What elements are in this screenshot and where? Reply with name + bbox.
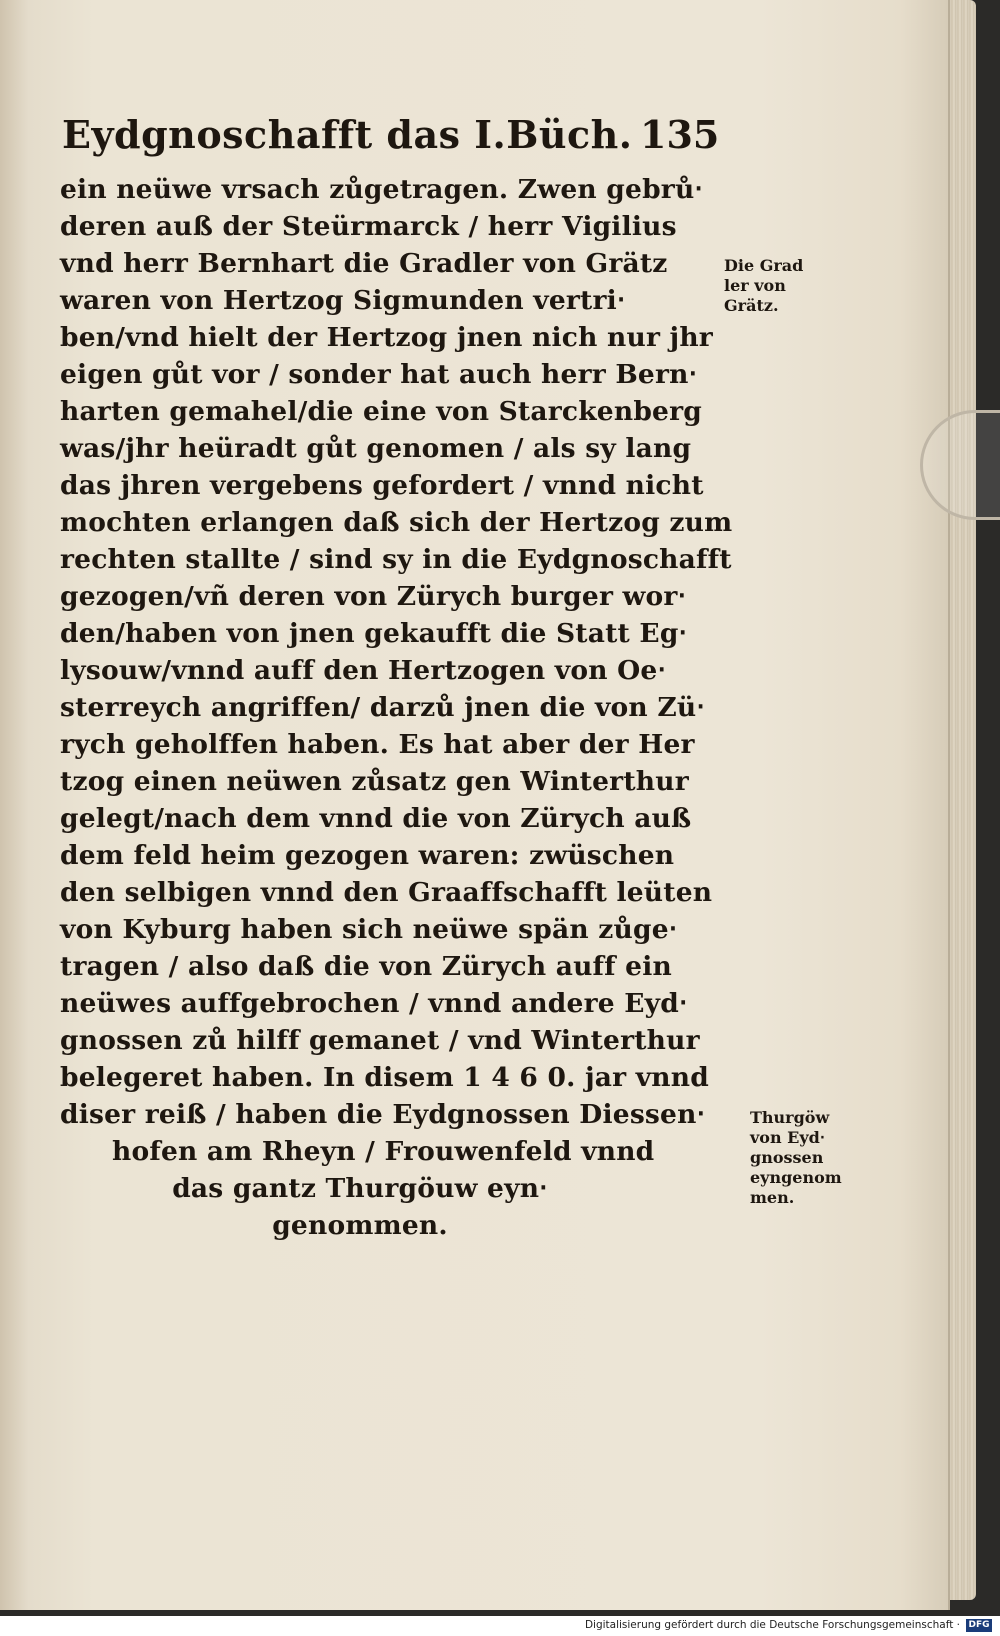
- margin-note-thurgau: [750, 1108, 842, 1208]
- text-line: belegeret haben. In disem 1 4 6 0. jar vnnd: [60, 1062, 709, 1093]
- text-line: das gantz Thurgöuw eyn‧: [172, 1173, 548, 1204]
- margin-note-line: Grätz.: [724, 296, 779, 315]
- text-line: sterreych angriffen/ darzů jnen die von Zü‧: [60, 692, 705, 723]
- text-line: eigen gůt vor / sonder hat auch herr Bern‧: [60, 359, 698, 390]
- margin-note-line: Thurgöw: [750, 1108, 830, 1127]
- text-line: tzog einen neüwen zůsatz gen Winterthur: [60, 766, 689, 797]
- margin-note-gradler: [724, 256, 803, 316]
- text-line: den selbigen vnnd den Graaffschafft leüten: [60, 877, 713, 908]
- text-line: tragen / also daß die von Zürych auff ein: [60, 951, 672, 982]
- dfg-logo: DFG: [966, 1619, 992, 1632]
- text-line: rechten stallte / sind sy in die Eydgnoschafft: [60, 544, 732, 575]
- text-line: gelegt/nach dem vnnd die von Zürych auß: [60, 803, 692, 834]
- text-line: lysouw/vnnd auff den Hertzogen von Oe‧: [60, 655, 667, 686]
- text-line: hofen am Rheyn / Frouwenfeld vnnd: [112, 1136, 655, 1167]
- text-line: diser reiß / haben die Eydgnossen Diessen‧: [60, 1099, 706, 1130]
- page-header: [0, 112, 950, 162]
- footer-bar: [0, 1616, 1000, 1636]
- text-line: vnd herr Bernhart die Gradler von Grätz: [60, 248, 668, 279]
- page-stack-edge: [950, 0, 976, 1600]
- text-line: rych geholffen haben. Es hat aber der Her: [60, 729, 695, 760]
- margin-note-line: eyngenom: [750, 1168, 842, 1187]
- margin-note-line: ler von: [724, 276, 786, 295]
- margin-note-line: Die Grad: [724, 256, 804, 275]
- text-line: den/haben von jnen gekaufft die Statt Eg‧: [60, 618, 688, 649]
- text-line: ben/vnd hielt der Hertzog jnen nich nur jhr: [60, 322, 713, 353]
- page-number: 135: [640, 112, 720, 157]
- text-line: das jhren vergebens gefordert / vnnd nicht: [60, 470, 704, 501]
- text-line: neüwes auffgebrochen / vnnd andere Eyd‧: [60, 988, 688, 1019]
- text-line: gnossen zů hilff gemanet / vnd Winterthur: [60, 1025, 700, 1056]
- margin-note-line: men.: [750, 1188, 795, 1207]
- text-line: ein neüwe vrsach zůgetragen. Zwen gebrů‧: [60, 174, 704, 205]
- text-line: genommen.: [272, 1210, 448, 1241]
- running-head: Eydgnoschafft das I.Büch.: [62, 112, 633, 157]
- margin-note-line: gnossen: [750, 1148, 824, 1167]
- margin-note-line: von Eyd‧: [750, 1128, 825, 1147]
- text-line: von Kyburg haben sich neüwe spän zůge‧: [60, 914, 678, 945]
- funding-credit: Digitalisierung gefördert durch die Deutsche Forschungsgemeinschaft ·: [584, 1619, 960, 1631]
- text-line: mochten erlangen daß sich der Hertzog zum: [60, 507, 733, 538]
- text-line: waren von Hertzog Sigmunden vertri‧: [60, 285, 626, 316]
- text-line: dem feld heim gezogen waren: zwüschen: [60, 840, 675, 871]
- text-line: was/jhr heüradt gůt genomen / als sy lang: [60, 433, 692, 464]
- text-line: harten gemahel/die eine von Starckenberg: [60, 396, 703, 427]
- text-line: deren auß der Steürmarck / herr Vigilius: [60, 211, 677, 242]
- text-line: gezogen/vñ deren von Zürych burger wor‧: [60, 581, 687, 612]
